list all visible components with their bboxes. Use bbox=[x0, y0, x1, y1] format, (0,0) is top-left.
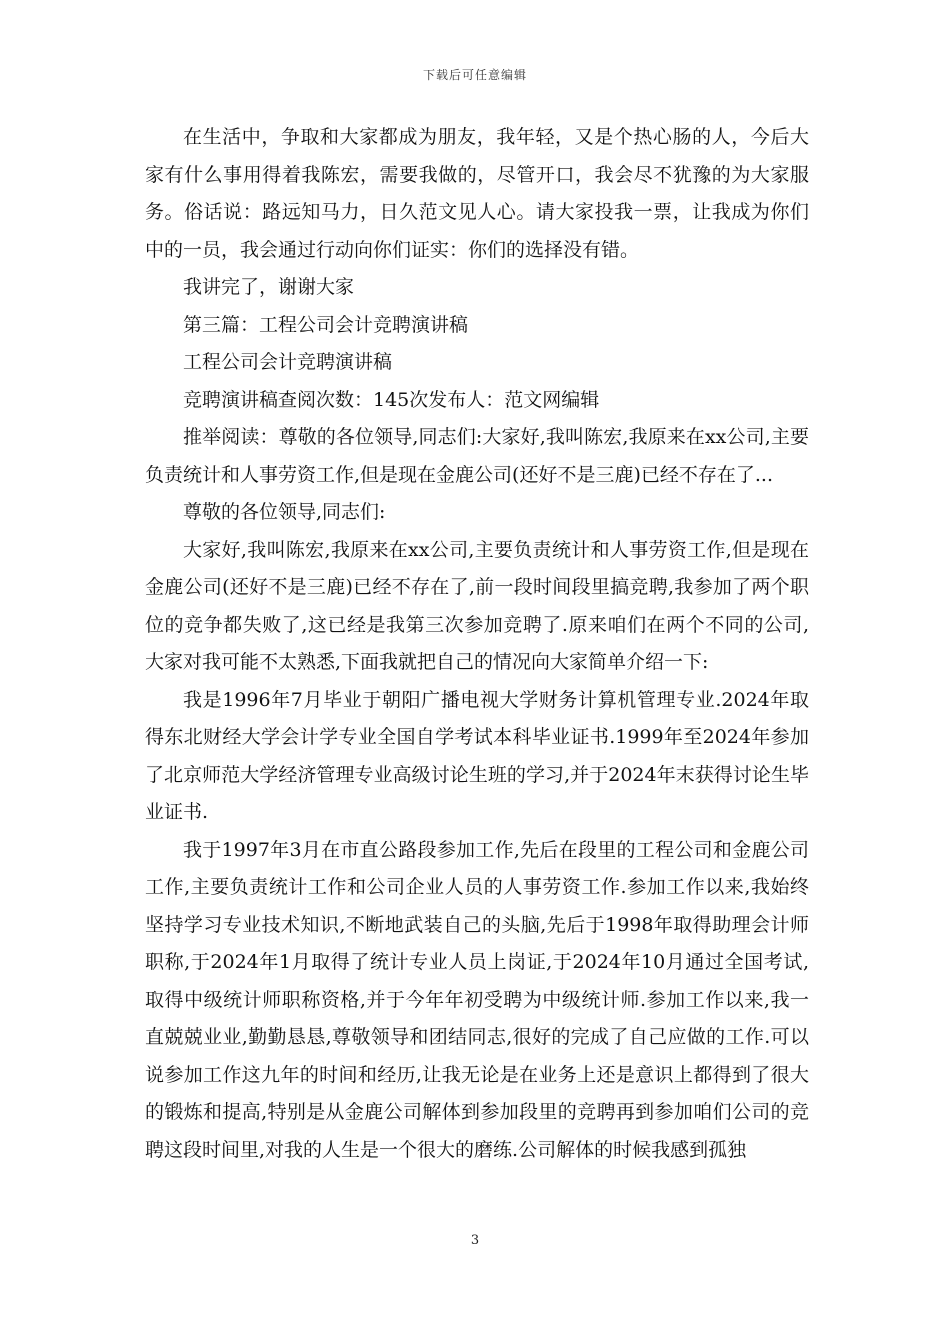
page-number: 3 bbox=[470, 1233, 480, 1248]
paragraph: 大家好,我叫陈宏,我原来在xx公司,主要负责统计和人事劳资工作,但是现在金鹿公司(还好不是三鹿)已经不存在了,前一段时间段里搞竞聘,我参加了两个职位的竞争都失败了,这已经是我第三次参加竞聘了.原来咱们在两个不同的公司,大家对我可能不太熟悉,下面我就把自己的情况向大家简单介绍一下: bbox=[145, 538, 809, 673]
section-heading: 第三篇：工程公司会计竞聘演讲稿 bbox=[183, 313, 469, 336]
paragraph: 我是1996年7月毕业于朝阳广播电视大学财务计算机管理专业.2024年取得东北财经大学会计学专业全国自学考试本科毕业证书.1999年至2024年参加了北京师范大学经济管理专业高级讨论生班的学习,并于2024年末获得讨论生毕业证书. bbox=[145, 688, 809, 823]
paragraph: 我于1997年3月在市直公路段参加工作,先后在段里的工程公司和金鹿公司工作,主要负责统计工作和公司企业人员的人事劳资工作.参加工作以来,我始终坚持学习专业技术知识,不断地武装自己的头脑,先后于1998年取得助理会计师职称,于2024年1月取得了统计专业人员上岗证,于2024年10月通过全国考试,取得中级统计师职称资格,并于今年年初受聘为中级统计师.参加工作以来,我一直兢兢业业,勤勤恳恳,尊敬领导和团结同志,很好的完成了自己应做的工作.可以说参加工作这九年的时间和经历,让我无论是在业务上还是意识上都得到了很大的锻炼和提高,特别是从金鹿公司解体到参加段里的竞聘再到参加咱们公司的竞聘这段时间里,对我的人生是一个很大的磨练.公司解体的时候我感到孤独 bbox=[145, 838, 809, 1161]
salutation: 尊敬的各位领导,同志们: bbox=[183, 501, 386, 523]
article-meta: 竞聘演讲稿查阅次数：145次发布人：范文网编辑 bbox=[183, 388, 600, 411]
document-body bbox=[145, 119, 809, 1169]
page-header: 下载后可任意编辑 bbox=[422, 68, 527, 82]
paragraph: 推举阅读：尊敬的各位领导,同志们:大家好,我叫陈宏,我原来在xx公司,主要负责统计和人事劳资工作,但是现在金鹿公司(还好不是三鹿)已经不存在了... bbox=[145, 426, 809, 486]
paragraph: 我讲完了，谢谢大家 bbox=[183, 276, 355, 298]
paragraph: 在生活中，争取和大家都成为朋友，我年轻，又是个热心肠的人，今后大家有什么事用得着我陈宏，需要我做的，尽管开口，我会尽不犹豫的为大家服务。俗话说：路远知马力，日久范文见人心。请大家投我一票，让我成为你们中的一员，我会通过行动向你们证实：你们的选择没有错。 bbox=[145, 126, 809, 261]
article-title: 工程公司会计竞聘演讲稿 bbox=[183, 351, 393, 373]
